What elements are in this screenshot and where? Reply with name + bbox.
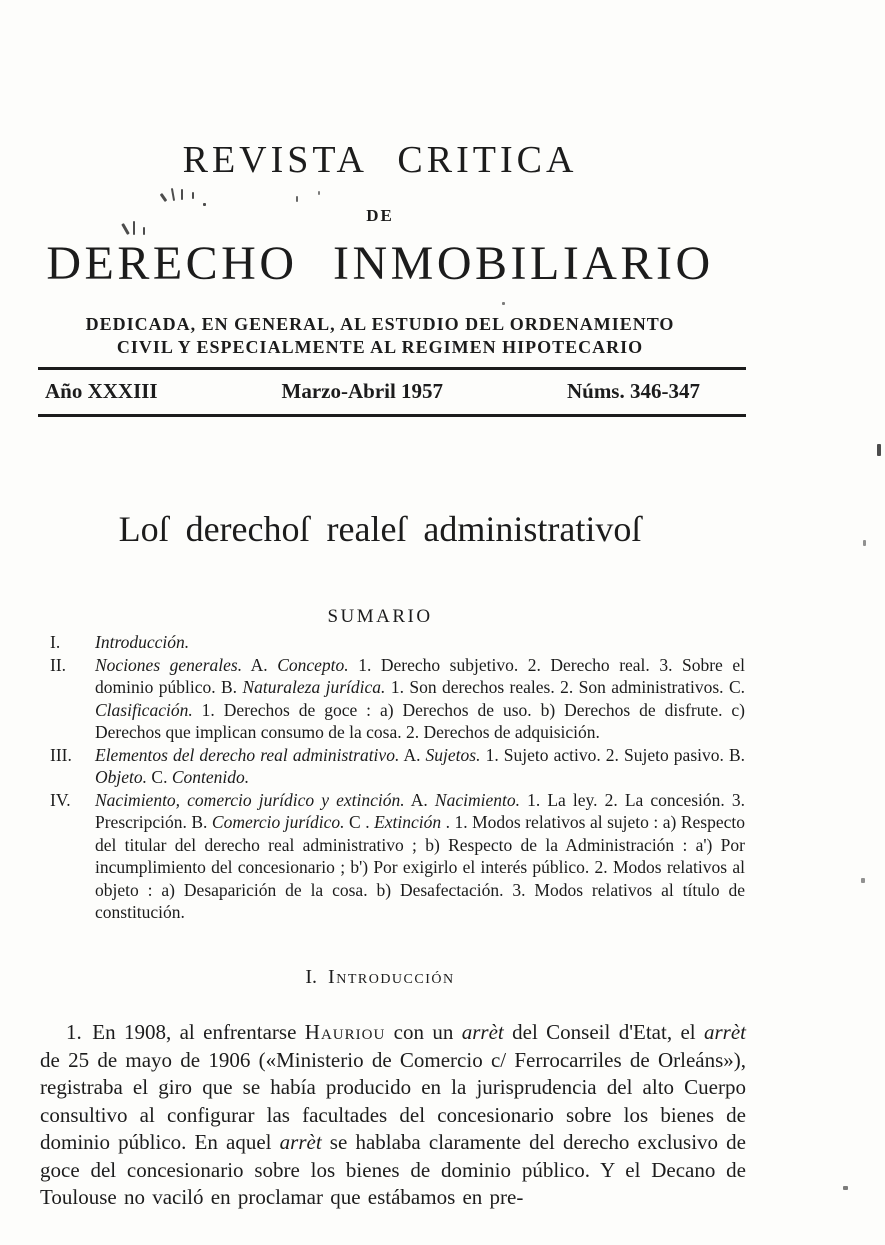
scan-artifact (133, 221, 135, 235)
sumario-item-numeral: I. (50, 632, 61, 652)
scan-artifact (863, 540, 866, 546)
scan-artifact (143, 227, 145, 235)
sumario-item-text: Nacimiento, comercio jurídico y extinción. A. Nacimiento. 1. La ley. 2. La concesión. 3. Prescripción. B. Comercio jurídico. C . Extinción . 1. Modos relativos al sujeto : a) Respecto del titular del derecho real administrativo ; b) Respecto de la Administración : a') Por incumplimiento del concesionario ; b') Por exigirlo el interés público. 2. Modos relativos al objeto : a) Desaparición de la cosa. b) Desafectación. 3. Modos relativos al título de constitución. (95, 789, 745, 922)
journal-dedication (30, 313, 730, 359)
scan-artifact (318, 191, 320, 195)
sumario-item (50, 744, 745, 789)
issue-period: Marzo-Abril 1957 (281, 379, 444, 403)
dedication-line1: DEDICADA, EN GENERAL, AL ESTUDIO DEL ORDENAMIENTO (85, 314, 675, 334)
dedication-line2: CIVIL Y ESPECIALMENTE AL REGIMEN HIPOTECARIO (116, 337, 644, 357)
sumario-item-text: Nociones generales. A. Concepto. 1. Derecho subjetivo. 2. Derecho real. 3. Sobre el dominio público. B. Naturaleza jurídica. 1. Son derechos reales. 2. Son administrativos. C. Clasificación. 1. Derechos de goce : a) Derechos de uso. b) Derechos de disfrute. c) Derechos que implican consumo de la cosa. 2. Derechos de adquisición. (95, 654, 745, 742)
sumario-item-numeral: III. (50, 744, 72, 765)
scan-artifact (203, 203, 206, 206)
scan-artifact (502, 302, 505, 305)
section-numeral: I. (305, 966, 318, 988)
section-heading (30, 966, 730, 989)
sumario-item (50, 631, 745, 654)
section-title: Introducción (328, 966, 455, 988)
sumario-item-numeral: IV. (50, 789, 71, 810)
journal-title-line1: REVISTA CRITICA (182, 139, 578, 181)
issue-year: Año XXXIII (45, 379, 158, 403)
scan-artifact (181, 189, 183, 200)
issue-numbers: Núms. 346-347 (566, 379, 700, 403)
divider-rule-bottom (38, 414, 746, 417)
journal-title-connector: DE (366, 206, 394, 225)
article-title: Loſ derechoſ realeſ administrativoſ (118, 509, 642, 549)
scan-artifact (171, 188, 175, 201)
journal-title-line2: DERECHO INMOBILIARIO (46, 237, 714, 290)
sumario-item (50, 789, 745, 924)
sumario-item-text: Introducción. (95, 632, 190, 652)
scan-artifact (192, 192, 194, 199)
scan-artifact (296, 196, 298, 202)
body-paragraph: 1. En 1908, al enfrentarse Hauriou con un arrèt del Conseil d'Etat, el arrèt de 25 de mayo de 1906 («Ministerio de Comercio c/ Ferrocarriles de Orleáns»), registraba el giro que se había producido en la jurisprudencia del alto Cuerpo consultivo al configurar las facultades del concesionario sobre los bienes de dominio público. En aquel arrèt se hablaba claramente del derecho exclusivo de goce del concesionario sobre los bienes de dominio público. Y el Decano de Toulouse no vaciló en proclamar que estábamos en pre- (40, 1020, 747, 1209)
sumario-item (50, 654, 745, 744)
sumario-heading: SUMARIO (327, 606, 433, 627)
scan-artifact (877, 444, 881, 456)
scan-artifact (861, 878, 865, 883)
sumario-item-text: Elementos del derecho real administrativo. A. Sujetos. 1. Sujeto activo. 2. Sujeto pasivo. B. Objeto. C. Contenido. (95, 744, 745, 787)
scan-artifact (160, 193, 168, 202)
issue-info-row (40, 379, 746, 404)
scan-artifact (843, 1186, 848, 1190)
sumario-item-numeral: II. (50, 654, 67, 675)
divider-rule-top (38, 367, 746, 370)
sumario-list (50, 631, 745, 924)
